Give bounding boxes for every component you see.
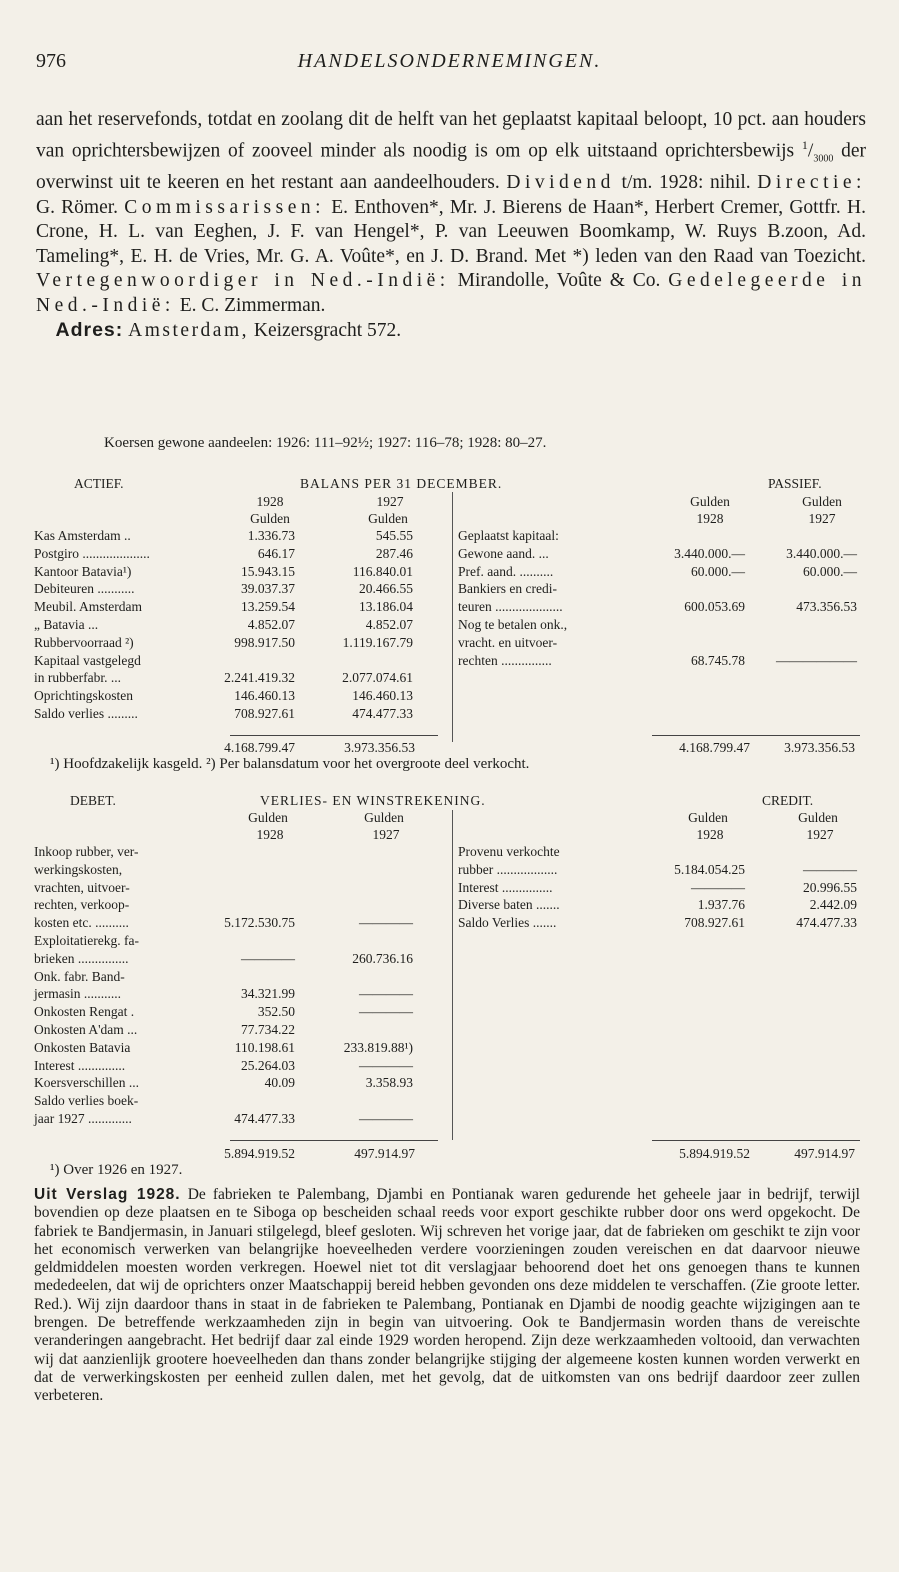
vw-credit-row-value-1928: 708.927.61 [684, 915, 745, 931]
balans-passief-row-value-1927: 3.440.000.— [786, 545, 857, 561]
balans-total-actief-1928: 4.168.799.47 [224, 740, 295, 755]
vw-debet-row-label: Koersverschillen ... [34, 1075, 139, 1091]
balans-actief-row-value-1928: 39.037.37 [241, 581, 295, 597]
actief-heading: ACTIEF. [74, 476, 124, 491]
balans-actief-year-1928: 1928 [256, 494, 284, 509]
vw-title: VERLIES- EN WINSTREKENING. [260, 793, 486, 808]
vw-credit-row-value-1927: 20.996.55 [803, 879, 857, 895]
balans-passief-row-value-1927: 473.356.53 [796, 599, 857, 615]
balans-actief-row-value-1928: 646.17 [257, 545, 295, 561]
balans-passief-row-label: rechten ............... [458, 652, 552, 668]
vw-debet-unit-1928: Gulden [248, 810, 288, 825]
balans-passief-unit-1927: Gulden [802, 494, 842, 509]
vw-credit-row-value-1928: 5.184.054.25 [674, 861, 745, 877]
running-title: HANDELSONDERNEMINGEN. [297, 50, 602, 72]
vw-debet-row-label: Onkosten Batavia [34, 1039, 131, 1055]
vw-credit-row-label: Diverse baten ....... [458, 897, 560, 913]
balans-passief-row-label: Geplaatst kapitaal: [458, 528, 559, 543]
vw-debet-row-value-1927: 233.819.88¹) [343, 1039, 413, 1055]
intro-text: E. Enthoven*, Mr. J. Bierens de Haan*, Herbert Cremer, Gottfr. H. Crone, H. L. van Eeghen, J. F. van Hengel*, P. van Leeuwen Boomkamp, W. Ruys B.zoon, Ad. Tameling*, E. H. de Vries, Mr. G. A. Voûte*, en J. D. Brand. Met *) leden van den Raad van Toezicht. [36, 196, 866, 267]
vw-debet-row-value-1927: ———— [359, 1111, 413, 1126]
vw-debet-row-value-1928: 352.50 [257, 1004, 295, 1020]
vw-debet-row-label: jermasin ........... [34, 986, 121, 1002]
balans-actief-unit-1928: Gulden [250, 511, 290, 526]
balans-passief-year-1928: 1928 [696, 511, 724, 526]
balans-actief-row-label: Meubil. Amsterdam [34, 599, 142, 615]
vw-debet-row-value-1928: 25.264.03 [241, 1057, 295, 1073]
vw-credit-row-value-1927: 474.477.33 [796, 915, 857, 931]
balans-actief-row-value-1927: 2.077.074.61 [342, 670, 413, 686]
vw-debet-row-label: Saldo verlies boek- [34, 1093, 139, 1109]
balans-total-passief-1928: 4.168.799.47 [679, 740, 750, 755]
fraction-denominator: 3000 [813, 152, 834, 164]
balans-passief-row-label: Pref. aand. .......... [458, 563, 554, 579]
vw-debet-row-label: Onk. fabr. Band- [34, 968, 125, 984]
vw-debet-row-value-1928: 110.198.61 [234, 1039, 295, 1055]
balans-actief-row-value-1928: 15.943.15 [241, 563, 295, 579]
debet-heading: DEBET. [70, 793, 116, 808]
vw-debet-row-label: vrachten, uitvoer- [34, 879, 130, 895]
passief-heading: PASSIEF. [768, 476, 822, 491]
vw-debet-year-1928: 1928 [256, 827, 284, 842]
vw-debet-row-label: Onkosten Rengat . [34, 1004, 135, 1020]
koersen-line: Koersen gewone aandeelen: 1926: 111–92½; 1927: 116–78; 1928: 80–27. [104, 435, 547, 451]
gedelegeerde-label: Gedelegeerde in Ned.-Indië: [36, 270, 867, 316]
intro-text: E. C. Zimmerman. [174, 294, 326, 316]
vw-debet-row-value-1927: 3.358.93 [365, 1075, 413, 1091]
vw-debet-row-value-1927: ———— [359, 915, 413, 931]
vw-debet-row-label: Exploitatierekg. fa- [34, 933, 139, 948]
vw-total-debet-1928: 5.894.919.52 [224, 1146, 295, 1161]
vw-debet-row-label: jaar 1927 ............. [34, 1111, 132, 1126]
vw-credit-row-value-1928: ———— [691, 879, 745, 895]
balans-passief-row-label: vracht. en uitvoer- [458, 634, 558, 650]
adres-street: Keizersgracht 572. [249, 320, 402, 342]
balans-actief-row-label: Kantoor Batavia¹) [34, 563, 132, 579]
balans-footnote: ¹) Hoofdzakelijk kasgeld. ²) Per balansdatum voor het overgroote deel verkocht. [50, 756, 530, 772]
vw-credit-unit-1927: Gulden [798, 810, 838, 825]
vw-total-credit-1927: 497.914.97 [794, 1146, 855, 1161]
balans-actief-row-label: Debiteuren ........... [34, 581, 135, 597]
vw-debet-row-label: Onkosten A'dam ... [34, 1022, 138, 1037]
vw-credit-year-1927: 1927 [806, 827, 834, 842]
balans-actief-row-value-1928: 4.852.07 [247, 617, 295, 632]
balans-passief-row-label: Gewone aand. ... [458, 545, 549, 561]
vw-debet-row-value-1928: 34.321.99 [241, 986, 295, 1002]
vw-debet-row-label: werkingskosten, [34, 861, 123, 877]
balans-passief-row-label: Bankiers en credi- [458, 581, 557, 597]
vw-credit-row-label: Provenu verkochte [458, 844, 560, 859]
vw-debet-row-value-1927: ———— [359, 986, 413, 1002]
balans-total-actief-1927: 3.973.356.53 [344, 740, 415, 755]
balans-actief-row-value-1928: 708.927.61 [234, 706, 295, 721]
vw-debet-row-label: Inkoop rubber, ver- [34, 844, 139, 859]
balans-title: BALANS PER 31 DECEMBER. [300, 476, 503, 491]
balans-actief-row-label: Rubbervoorraad ²) [34, 634, 134, 650]
intro-text: der overwinst uit te keeren en het restant aan aandeelhouders. [36, 140, 866, 194]
balans-passief-row-label: Nog te betalen onk., [458, 617, 568, 632]
vw-credit-unit-1928: Gulden [688, 810, 728, 825]
vw-credit-row-label: Interest ............... [458, 879, 553, 895]
vw-credit-row-label: Saldo Verlies ....... [458, 915, 557, 931]
balans-actief-row-value-1928: 1.336.73 [247, 528, 295, 543]
balans-passief-row-value-1927: 60.000.— [803, 563, 857, 579]
vw-debet-unit-1927: Gulden [364, 810, 404, 825]
balans-passief-row-value-1928: 3.440.000.— [674, 545, 745, 561]
vw-debet-row-label: kosten etc. .......... [34, 915, 129, 931]
page-number: 976 [36, 50, 66, 72]
balans-actief-row-value-1928: 13.259.54 [241, 599, 295, 615]
vw-credit-row-value-1928: 1.937.76 [697, 897, 745, 913]
balans-actief-year-1927: 1927 [376, 494, 404, 509]
vw-debet-row-label: brieken ............... [34, 950, 129, 966]
balans-actief-row-label: in rubberfabr. ... [34, 670, 121, 686]
fraction-numerator: 1 [801, 137, 808, 152]
balans-actief-row-label: „ Batavia ... [34, 617, 99, 632]
adres-city: Amsterdam, [128, 320, 250, 342]
vw-divider [452, 810, 453, 1140]
vw-debet-row-value-1928: 40.09 [264, 1075, 295, 1091]
verslag-text: De fabrieken te Palembang, Djambi en Pontianak waren gedurende het geheele jaar in bedrijf, terwijl bovendien op deze plaatsen en te Siboga op bescheiden schaal reeds voor export geschikte rubber door ons werd opgekocht. De fabriek te Bandjermasin, in Januari stilgelegd, bleef gesloten. Wij schreven het vorige jaar, dat de fabrieken om geschikt te zijn voor het economisch verwerken van belangrijke hoeveelheden verdere voorzieningen zouden vereischen en dat daarvoor nieuwe geldmiddelen moesten worden verkregen. Hoewel niet tot dit verslagjaar behoorend doet het ons genoegen thans te kunnen mededeelen, dat wij de oprichters onzer Maatschappij bereid hebben gevonden ons deze middelen te verschaffen. (Zie groote letter. Red.). Wij zijn daardoor thans in staat in de fabrieken te Palembang, Pontianak en Djambi de noodig geachte wijzigingen aan te brengen. De betreffende werkzaamheden zijn in begin van uitvoering. Ook te Bandjermasin worden thans de vereischte veranderingen aangebracht. Het bedrijf daar zal einde 1929 worden heropend. Zijn deze werkzaamheden voltooid, dan verwachten wij dat aanzienlijk grootere hoeveelheden dan thans zonder belangrijke stijging der algemeene kosten kunnen worden verwerkt en dat de verwerkingskosten per eenheid zullen dalen, met het gevolg, dat de uitkomsten van ons bedrijf daardoor zeer zullen verbeteren. [34, 1186, 860, 1405]
adres-label: Adres: [55, 319, 124, 342]
balans-actief-row-value-1927: 474.477.33 [352, 706, 413, 721]
balans-passief-row-value-1927: —————— [776, 652, 857, 668]
balans-actief-row-label: Postgiro .................... [34, 545, 150, 561]
vw-credit-year-1928: 1928 [696, 827, 724, 842]
balans-actief-row-value-1927: 13.186.04 [359, 599, 413, 615]
balans-actief-row-label: Kapitaal vastgelegd [34, 652, 141, 668]
dividend-label: Dividend [506, 172, 615, 194]
balans-actief-row-value-1928: 2.241.419.32 [224, 670, 295, 686]
intro-text: G. Römer. [36, 196, 125, 218]
vw-debet-row-value-1928: 77.734.22 [241, 1022, 295, 1037]
balans-passief-row-value-1928: 60.000.— [691, 563, 745, 579]
balans-total-passief-1927: 3.973.356.53 [784, 740, 855, 755]
balans-actief-row-label: Saldo verlies ......... [34, 706, 138, 721]
credit-heading: CREDIT. [762, 793, 814, 808]
vw-debet-row-value-1927: ———— [359, 1004, 413, 1020]
verslag-paragraph [34, 1186, 860, 1406]
intro-text: t/m. 1928: nihil. [614, 172, 758, 194]
vw-debet-row-label: rechten, verkoop- [34, 897, 130, 913]
vw-total-credit-1928: 5.894.919.52 [679, 1146, 750, 1161]
vw-debet-year-1927: 1927 [372, 827, 400, 842]
balans-passief-row-value-1928: 68.745.78 [691, 652, 745, 668]
intro-text: Mirandolle, Voûte & Co. [449, 270, 669, 292]
balans-actief-row-value-1927: 20.466.55 [359, 581, 413, 597]
vw-credit-row-value-1927: ———— [803, 861, 857, 877]
vw-debet-row-value-1927: 260.736.16 [352, 950, 413, 966]
vertegenwoordiger-label: Vertegenwoordiger in Ned.-Indië: [36, 270, 450, 292]
vw-credit-row-value-1927: 2.442.09 [809, 897, 857, 913]
vw-debet-row-value-1928: 5.172.530.75 [224, 915, 295, 931]
balans-actief-row-value-1927: 1.119.167.79 [342, 634, 413, 650]
vw-debet-row-value-1927: ———— [359, 1057, 413, 1073]
vw-debet-row-value-1928: ———— [241, 950, 295, 966]
balans-passief-row-value-1928: 600.053.69 [684, 599, 745, 615]
vw-debet-row-value-1928: 474.477.33 [234, 1111, 295, 1126]
directie-label: Directie: [757, 172, 866, 194]
balans-actief-row-value-1927: 116.840.01 [352, 563, 413, 579]
balans-actief-row-value-1928: 146.460.13 [234, 688, 295, 704]
intro-paragraph: aan het reservefonds, totdat en zoolang dit de helft van het geplaatst kapitaal beloopt, 10 pct. aan houders van oprichtersbewijzen of zooveel minder als noodig is om op elk uitstaand oprichtersbewijs $^1/_{3000}$ der overwinst uit te keeren en het restant aan aandeelhouders. Dividend t/m. 1928: nihil. Directie: G. Römer. Commissarissen: E. Enthoven*, Mr. J. Bierens de Haan*, Herbert Cremer, Gottfr. H. Crone, H. L. van Eeghen, J. F. van Hengel*, P. van Leeuwen Boomkamp, W. Ruys B.zoon, Ad. Tameling*, E. H. de Vries, Mr. G. A. Voûte*, en J. D. Brand. Met *) leden van den Raad van Toezicht. Vertegenwoordiger in Ned.-Indië: Mirandolle, Voûte & Co. Gedelegeerde in Ned.-Indië: E. C. Zimmerman. Adres: Amsterdam, Keizersgracht 572. [36, 109, 867, 342]
balans-actief-unit-1927: Gulden [368, 511, 408, 526]
intro-text: aan het reservefonds, totdat en zoolang dit de helft van het geplaatst kapitaal beloopt, 10 pct. aan houders van oprichtersbewijzen of zooveel minder als noodig is om op elk uitstaand oprichtersbewijs [36, 109, 866, 161]
balans-passief-year-1927: 1927 [808, 511, 836, 526]
vw-debet-row-label: Interest .............. [34, 1057, 126, 1073]
balans-passief-row-label: teuren .................... [458, 599, 563, 615]
balans-actief-row-label: Oprichtingskosten [34, 688, 133, 704]
balans-actief-row-value-1927: 287.46 [375, 545, 413, 561]
balans-actief-row-label: Kas Amsterdam .. [34, 528, 131, 543]
vw-total-rule-left [230, 1140, 438, 1141]
balans-actief-row-value-1928: 998.917.50 [234, 634, 295, 650]
balans-passief-unit-1928: Gulden [690, 494, 730, 509]
balans-actief-row-value-1927: 4.852.07 [365, 617, 413, 632]
balans-actief-row-value-1927: 146.460.13 [352, 688, 413, 704]
verslag-heading: Uit Verslag 1928. [34, 1186, 181, 1203]
commissarissen-label: Commissarissen: [124, 196, 326, 218]
vw-total-rule-right [652, 1140, 860, 1141]
vw-total-debet-1927: 497.914.97 [354, 1146, 415, 1161]
vw-credit-row-label: rubber .................. [458, 861, 558, 877]
vw-footnote: ¹) Over 1926 en 1927. [50, 1162, 183, 1178]
balans-actief-row-value-1927: 545.55 [375, 528, 413, 543]
